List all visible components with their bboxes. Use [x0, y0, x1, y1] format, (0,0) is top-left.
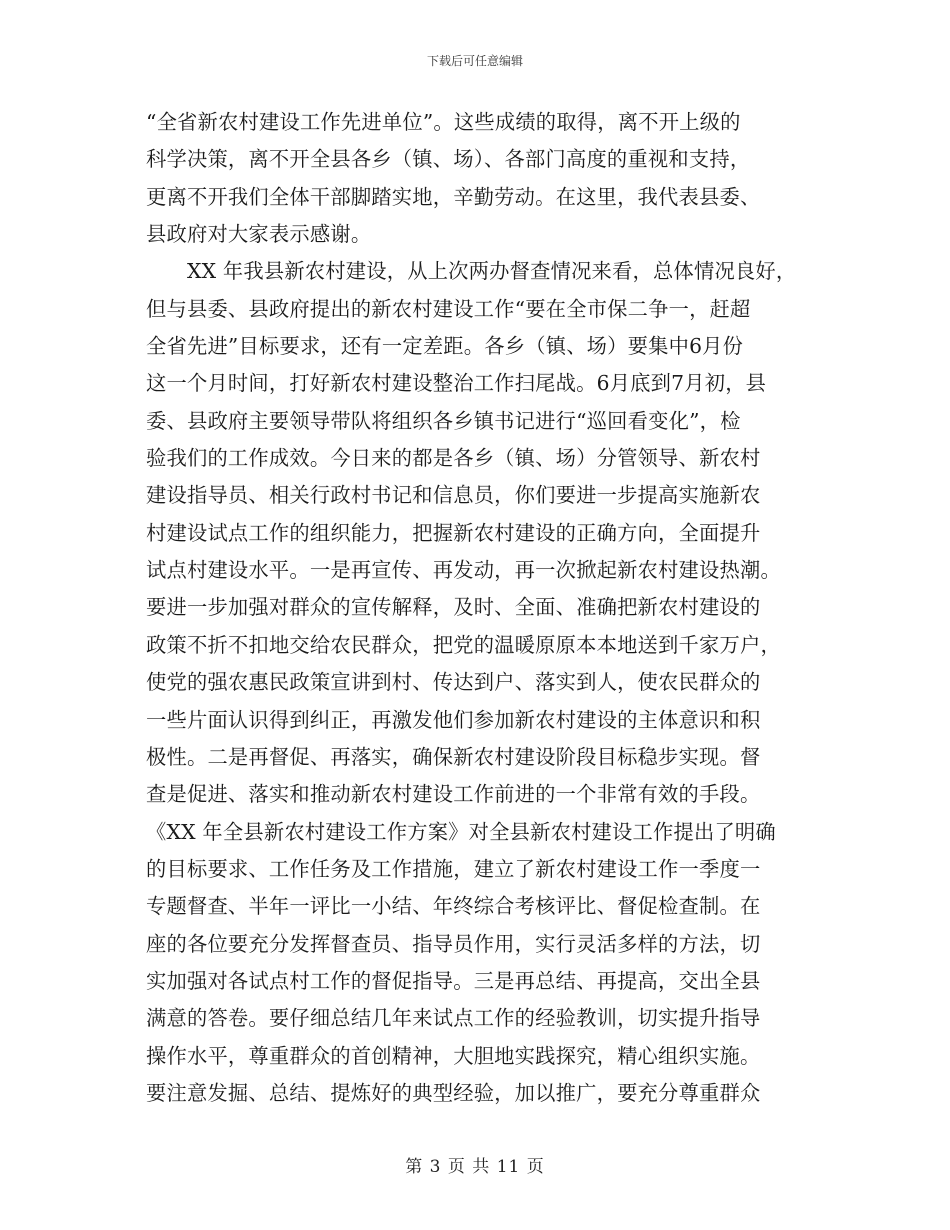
text-line: 要注意发掘、总结、提炼好的典型经验，加以推广，要充分尊重群众 [146, 1080, 761, 1105]
text-line: XX 年我县新农村建设，从上次两办督查情况来看，总体情况良好， [146, 259, 797, 284]
text-line: 科学决策，离不开全县各乡（镇、场）、各部门高度的重视和支持， [146, 147, 751, 172]
text-line: 《XX 年全县新农村建设工作方案》对全县新农村建设工作提出了明确 [146, 819, 776, 844]
text-line: 政策不折不扣地交给农民群众，把党的温暖原原本本地送到千家万户， [146, 632, 781, 657]
text-line: 但与县委、县政府提出的新农村建设工作“要在全市保二争一，赶超 [146, 296, 751, 321]
text-line: 验我们的工作成效。今日来的都是各乡（镇、场）分管领导、新农村 [146, 446, 761, 471]
text-line: 满意的答卷。要仔细总结几年来试点工作的经验教训，切实提升指导 [146, 1006, 761, 1031]
text-line: 试点村建设水平。一是再宣传、再发动，再一次掀起新农村建设热潮。 [146, 558, 781, 583]
text-line: 全省先进”目标要求，还有一定差距。各乡（镇、场）要集中6月份 [146, 334, 744, 359]
text-line: 的目标要求、工作任务及工作措施，建立了新农村建设工作一季度一 [146, 856, 761, 881]
body-text [146, 104, 806, 1112]
text-line: 实加强对各试点村工作的督促指导。三是再总结、再提高，交出全县 [146, 968, 761, 993]
header-note: 下载后可任意编辑 [426, 54, 523, 68]
text-line: 这一个月时间，打好新农村建设整治工作扫尾战。6月底到7月初，县 [146, 371, 767, 396]
text-line: 村建设试点工作的组织能力，把握新农村建设的正确方向，全面提升 [146, 520, 761, 545]
text-line: 建设指导员、相关行政村书记和信息员，你们要进一步提高实施新农 [146, 483, 761, 508]
text-line: 操作水平，尊重群众的首创精神，大胆地实践探究，精心组织实施。 [146, 1043, 761, 1068]
text-line: 一些片面认识得到纠正，再激发他们参加新农村建设的主体意识和积 [146, 707, 761, 732]
text-line: 县政府对大家表示感谢。 [146, 222, 372, 247]
page-number: 第 3 页 共 11 页 [405, 1157, 545, 1177]
text-line: 要进一步加强对群众的宣传解释，及时、全面、准确把新农村建设的 [146, 595, 761, 620]
text-line: “全省新农村建设工作先进单位”。这些成绩的取得，离不开上级的 [146, 110, 741, 134]
text-line: 查是促进、落实和推动新农村建设工作前进的一个非常有效的手段。 [146, 782, 761, 807]
text-line: 更离不开我们全体干部脚踏实地，辛勤劳动。在这里，我代表县委、 [146, 184, 761, 209]
text-line: 委、县政府主要领导带队将组织各乡镇书记进行“巡回看变化”，检 [146, 408, 741, 433]
text-line: 使党的强农惠民政策宣讲到村、传达到户、落实到人，使农民群众的 [146, 670, 761, 695]
text-line: 专题督查、半年一评比一小结、年终综合考核评比、督促检查制。在 [146, 894, 761, 919]
text-line: 极性。二是再督促、再落实，确保新农村建设阶段目标稳步实现。督 [146, 744, 761, 769]
text-line: 座的各位要充分发挥督查员、指导员作用，实行灵活多样的方法，切 [146, 931, 761, 956]
